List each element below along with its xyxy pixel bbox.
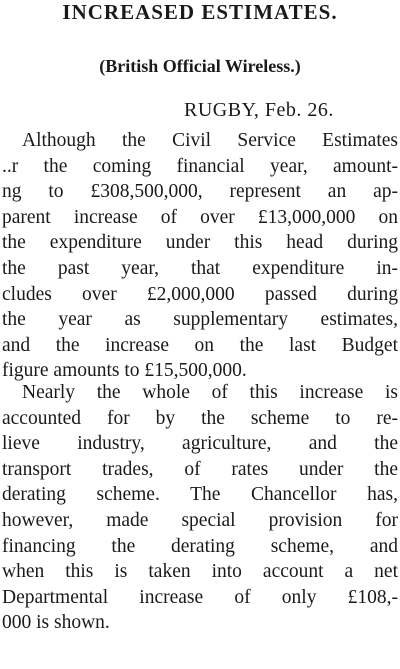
text-line: Nearly the whole of this increase is	[22, 382, 398, 403]
dateline: RUGBY, Feb. 26.	[184, 99, 334, 121]
paragraph-2	[2, 380, 398, 636]
text-line: when this is taken into account a net	[2, 561, 398, 583]
text-line: Although the Civil Service Estimates	[22, 130, 398, 151]
text-line: transport trades, of rates under the	[2, 458, 398, 480]
text-line: and the increase on the last Budget	[2, 334, 398, 356]
headline: INCREASED ESTIMATES.	[62, 0, 338, 24]
text-line: ..r the coming financial year, amount-	[2, 155, 398, 177]
text-line: however, made special provision for	[2, 509, 398, 531]
text-line: the past year, that expenditure in-	[2, 257, 398, 279]
text-line: accounted for by the scheme to re-	[2, 407, 398, 429]
text-line: 000 is shown.	[2, 612, 110, 634]
text-line: the year as supplementary estimates,	[2, 309, 398, 331]
text-line: parent increase of over £13,000,000 on	[2, 206, 398, 228]
text-line: Departmental increase of only £108,-	[2, 586, 398, 608]
text-line: the expenditure under this head during	[2, 232, 398, 254]
paragraph-1	[2, 128, 398, 384]
text-line: ng to £308,500,000, represent an ap-	[2, 181, 398, 203]
subheadline: (British Official Wireless.)	[99, 56, 301, 76]
text-line: figure amounts to £15,500,000.	[2, 360, 247, 382]
text-line: cludes over £2,000,000 passed during	[2, 283, 398, 305]
text-line: derating scheme. The Chancellor has,	[2, 484, 398, 506]
text-line: financing the derating scheme, and	[2, 535, 398, 557]
text-line: lieve industry, agriculture, and the	[2, 433, 398, 455]
